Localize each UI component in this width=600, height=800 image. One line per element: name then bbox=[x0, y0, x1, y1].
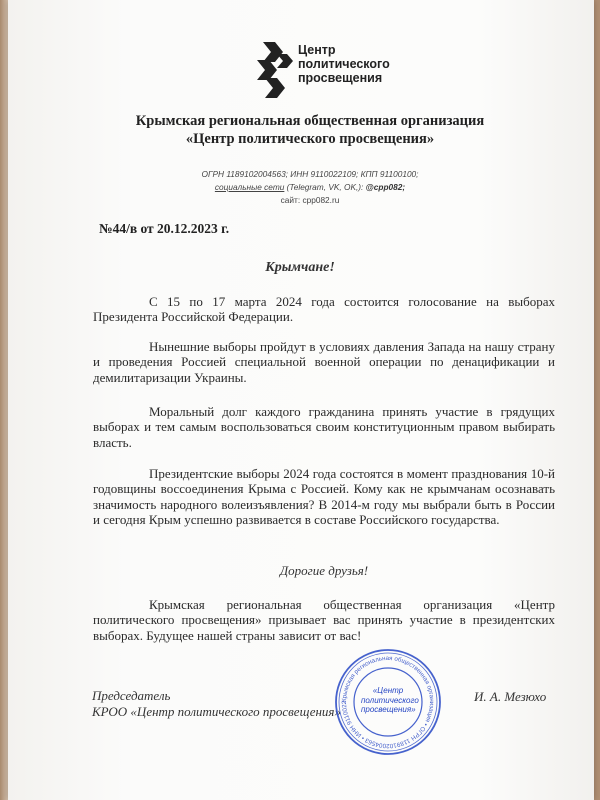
signatory-position bbox=[92, 688, 341, 720]
address-line: Дорогие друзья! bbox=[279, 563, 369, 578]
stamp-ring-text: Крымская региональная общественная организация • ОГРН 1189102004563 • ИНН 9110022 bbox=[340, 654, 436, 750]
logo-line-1: Центр bbox=[298, 43, 336, 57]
paragraph-3: Моральный долг каждого гражданина принять участие в грядущих выборах и тем самым воспользоваться своим конституционным правом выбирать власть. bbox=[93, 404, 555, 450]
desk-background-right bbox=[594, 0, 600, 800]
paragraph-2: Нынешние выборы пройдут в условиях давления Запада на нашу страну и проведения Россией специальной военной операции по денацификации и демилитаризации Украины. bbox=[93, 339, 555, 385]
organization-stamp bbox=[333, 647, 443, 757]
stamp-center-text bbox=[361, 686, 419, 715]
stamp-line-2: политического bbox=[361, 695, 419, 705]
paragraph-4: Президентские выборы 2024 года состоятся в момент празднования 10-й годовщины воссоединения Крыма с Россией. Кому как не крымчанам осознавать значимость народного волеизъявления? В 2014-м году мы выбрали быть в России и сегодня Крым успешно развивается в составе Российского государства. bbox=[93, 466, 555, 527]
stamp-line-3: просвещения» bbox=[361, 705, 416, 714]
logo-text bbox=[298, 43, 398, 85]
organization-title bbox=[90, 112, 530, 148]
logo-chevrons-icon bbox=[255, 40, 299, 102]
logo-line-3: просвещения bbox=[298, 71, 383, 85]
organization-logo bbox=[255, 40, 395, 102]
org-title-line-1: Крымская региональная общественная организация bbox=[135, 113, 485, 129]
signatory-organization: КРОО «Центр политического просвещения» bbox=[92, 704, 341, 719]
signatory-title: Председатель bbox=[92, 688, 171, 703]
greeting: Крымчане! bbox=[265, 260, 335, 275]
social-label: социальные сети bbox=[214, 182, 285, 192]
registration-ids: ОГРН 1189102004563; ИНН 9110022109; КПП 91100100; bbox=[201, 169, 419, 179]
closing-paragraph: Крымская региональная общественная организация «Центр политического просвещения» призывает вас принять участие в президентских выборах. Будущее нашей страны зависит от вас! bbox=[93, 597, 555, 643]
social-networks-line bbox=[150, 181, 470, 194]
stamp-line-1: «Центр bbox=[372, 686, 404, 695]
social-handle: @cpp082; bbox=[365, 182, 406, 192]
logo-line-2: политического bbox=[298, 57, 390, 71]
website: сайт: cpp082.ru bbox=[280, 195, 340, 205]
org-title-line-2: «Центр политического просвещения» bbox=[185, 131, 435, 147]
paragraph-1: С 15 по 17 марта 2024 года состоится голосование на выборах Президента Российской Федерации. bbox=[93, 294, 555, 325]
desk-background-left bbox=[0, 0, 8, 800]
social-networks: (Telegram, VK, OK,): bbox=[284, 182, 366, 192]
registration-details bbox=[150, 168, 470, 207]
signatory-name: И. А. Мезюхо bbox=[474, 689, 547, 704]
document-number: №44/в от 20.12.2023 г. bbox=[99, 221, 230, 236]
